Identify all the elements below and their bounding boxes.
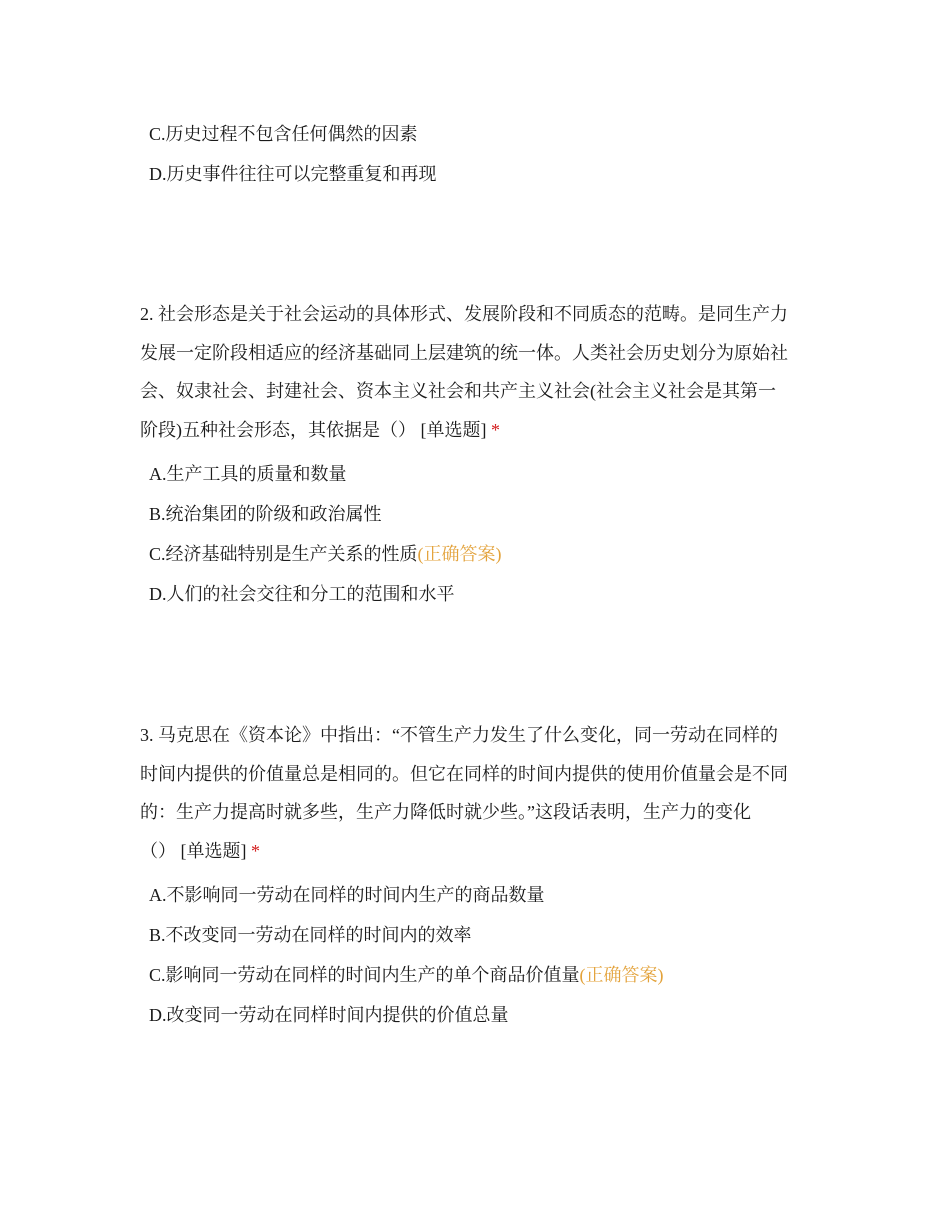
q3-option-b-text: B.不改变同一劳动在同样的时间内的效率 (149, 925, 472, 945)
q2-option-d (149, 582, 455, 606)
q2-option-c-text: C.经济基础特别是生产关系的性质 (149, 544, 418, 564)
q2-option-a-text: A.生产工具的质量和数量 (149, 464, 347, 484)
q2-line-4-text: 阶段)五种社会形态，其依据是（） (140, 419, 416, 440)
q2-option-a (149, 462, 347, 486)
q2-line-2: 发展一定阶段相适应的经济基础同上层建筑的统一体。人类社会历史划分为原始社 (140, 342, 788, 363)
q3-correct-answer-tag: (正确答案) (579, 965, 664, 985)
q3-line-1: 3. 马克思在《资本论》中指出：“不管生产力发生了什么变化，同一劳动在同样的 (140, 725, 778, 745)
q3-option-c (149, 963, 664, 987)
q1-option-c (149, 122, 418, 146)
q3-line-2: 时间内提供的价值量总是相同的。但它在同样的时间内提供的使用价值量会是不同 (140, 763, 788, 784)
q2-type-label: [单选题] (420, 419, 487, 440)
q3-option-d (149, 1003, 509, 1027)
q3-option-b (149, 923, 472, 947)
q1-option-d-text: D.历史事件往往可以完整重复和再现 (149, 164, 437, 184)
q2-correct-answer-tag: (正确答案) (417, 544, 502, 564)
q3-option-d-text: D.改变同一劳动在同样时间内提供的价值总量 (149, 1005, 509, 1025)
q3-required-mark: * (251, 840, 260, 861)
q3-line-4-text: （） (140, 840, 176, 861)
q3-type-label: [单选题] (180, 840, 247, 861)
q2-line-1: 2. 社会形态是关于社会运动的具体形式、发展阶段和不同质态的范畴。是同生产力 (140, 304, 788, 324)
q1-option-d (149, 162, 437, 186)
q2-required-mark: * (491, 419, 500, 440)
q3-line-3: 的：生产力提高时就多些，生产力降低时就少些。”这段话表明，生产力的变化 (140, 802, 751, 822)
q2-option-d-text: D.人们的社会交往和分工的范围和水平 (149, 584, 455, 604)
q3-option-c-text: C.影响同一劳动在同样的时间内生产的单个商品价值量 (149, 965, 580, 985)
q2-question-text (140, 295, 820, 449)
q3-option-a (149, 883, 545, 907)
q3-line-4 (140, 832, 820, 871)
q2-line-3: 会、奴隶社会、封建社会、资本主义社会和共产主义社会(社会主义社会是其第一 (140, 381, 776, 401)
q3-question-text (140, 716, 820, 870)
q2-line-4 (140, 411, 820, 450)
q2-option-b (149, 502, 382, 526)
q2-option-b-text: B.统治集团的阶级和政治属性 (149, 504, 382, 524)
q3-option-a-text: A.不影响同一劳动在同样的时间内生产的商品数量 (149, 885, 545, 905)
q2-option-c (149, 542, 502, 566)
q1-option-c-text: C.历史过程不包含任何偶然的因素 (149, 124, 418, 144)
